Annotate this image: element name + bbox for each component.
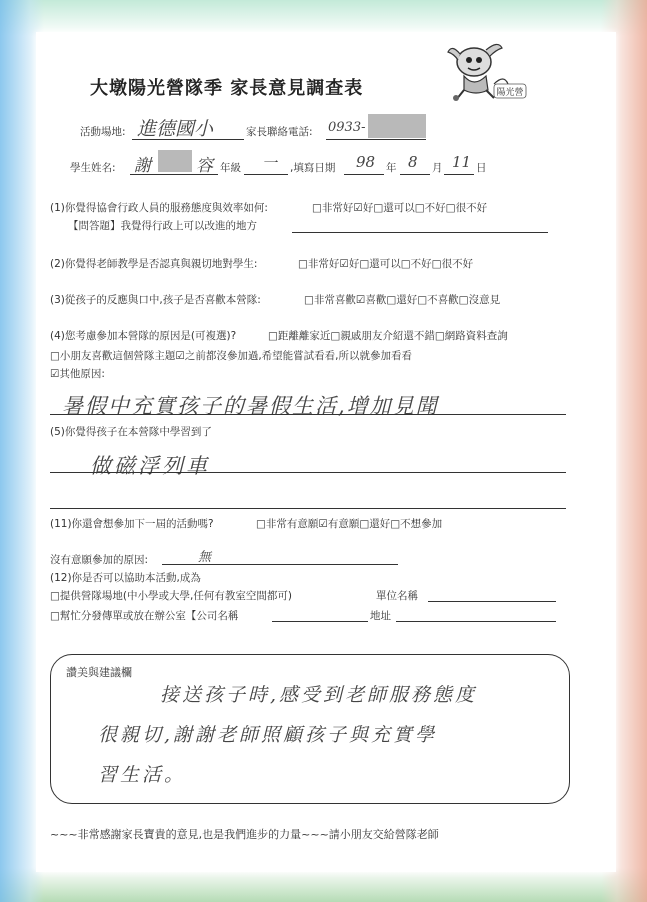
comments-line2: 很親切,謝謝老師照顧孩子與充實學 (98, 724, 438, 746)
q11-text: (11)你還會想參加下一屆的活動嗎? (50, 518, 214, 530)
grade-label: 年級 (220, 162, 241, 174)
q12-unit-label: 單位名稱 (376, 590, 418, 602)
q4-line1: (4)您考慮參加本營隊的原因是(可複選)? (50, 330, 237, 342)
q1-sub-label: 【問答題】我覺得行政上可以改進的地方 (68, 220, 257, 232)
footer-text: ~~~非常感謝家長寶貴的意見,也是我們進步的力量~~~請小朋友交給營隊老師 (50, 828, 439, 841)
redacted-phone (368, 114, 426, 138)
q12-option1: □提供營隊場地(中小學或大學,任何有教室空間都可) (50, 590, 292, 602)
q2-options: □非常好☑好□還可以□不好□很不好 (298, 258, 474, 270)
page-title: 大墩陽光營隊季 家長意見調查表 (90, 78, 364, 99)
q5-answer: 做磁浮列車 (90, 454, 210, 478)
q12-text: (12)你是否可以協助本活動,成為 (50, 572, 201, 584)
comments-line1: 接送孩子時,感受到老師服務態度 (160, 684, 478, 706)
grade-value: 一 (262, 154, 278, 172)
q4-line2: □小朋友喜歡這個營隊主題☑之前都沒參加過,希望能嘗試看看,所以就參加看看 (50, 350, 413, 362)
comments-label: 讚美與建議欄 (66, 666, 132, 679)
month-unit: 月 (432, 162, 443, 174)
redacted-name (158, 150, 192, 172)
q11-options: □非常有意願☑有意願□還好□不想參加 (256, 518, 443, 530)
q3-text: (3)從孩子的反應與口中,孩子是否喜歡本營隊: (50, 294, 261, 306)
comments-line3: 習生活。 (98, 764, 187, 786)
phone-label: 家長聯絡電話: (246, 126, 313, 138)
day-unit: 日 (476, 162, 487, 174)
q4-line1-options: □距離離家近□親戚朋友介紹還不錯□網路資料查詢 (268, 330, 508, 342)
mascot-logo (446, 40, 528, 106)
q1-text: (1)你覺得協會行政人員的服務態度與效率如何: (50, 202, 268, 214)
phone-value: 0933- (328, 120, 366, 135)
q12-address-label: 地址 (370, 610, 391, 622)
student-name-prefix: 謝 (134, 156, 151, 176)
student-name-suffix: 容 (196, 156, 213, 176)
logo-text: 陽光營 (496, 88, 524, 98)
date-label: ,填寫日期 (290, 162, 336, 174)
q5-text: (5)你覺得孩子在本營隊中學習到了 (50, 426, 212, 438)
year-unit: 年 (386, 162, 397, 174)
q1-options: □非常好☑好□還可以□不好□很不好 (312, 202, 488, 214)
student-label: 學生姓名: (70, 162, 116, 174)
q2-text: (2)你覺得老師教學是否認真與親切地對學生: (50, 258, 258, 270)
month-value: 8 (408, 153, 418, 171)
q4-line3: ☑其他原因: (50, 368, 105, 380)
year-value: 98 (356, 153, 376, 171)
q3-options: □非常喜歡☑喜歡□還好□不喜歡□沒意見 (304, 294, 501, 306)
q11-reason-value: 無 (198, 550, 212, 565)
q12-option2: □幫忙分發傳單或放在辦公室【公司名稱 (50, 610, 239, 622)
q11-reason-label: 沒有意願參加的原因: (50, 554, 149, 566)
day-value: 11 (452, 153, 472, 171)
venue-label: 活動場地: (80, 126, 126, 138)
q4-answer: 暑假中充實孩子的暑假生活,增加見聞 (62, 394, 439, 418)
venue-value: 進德國小 (137, 118, 214, 140)
